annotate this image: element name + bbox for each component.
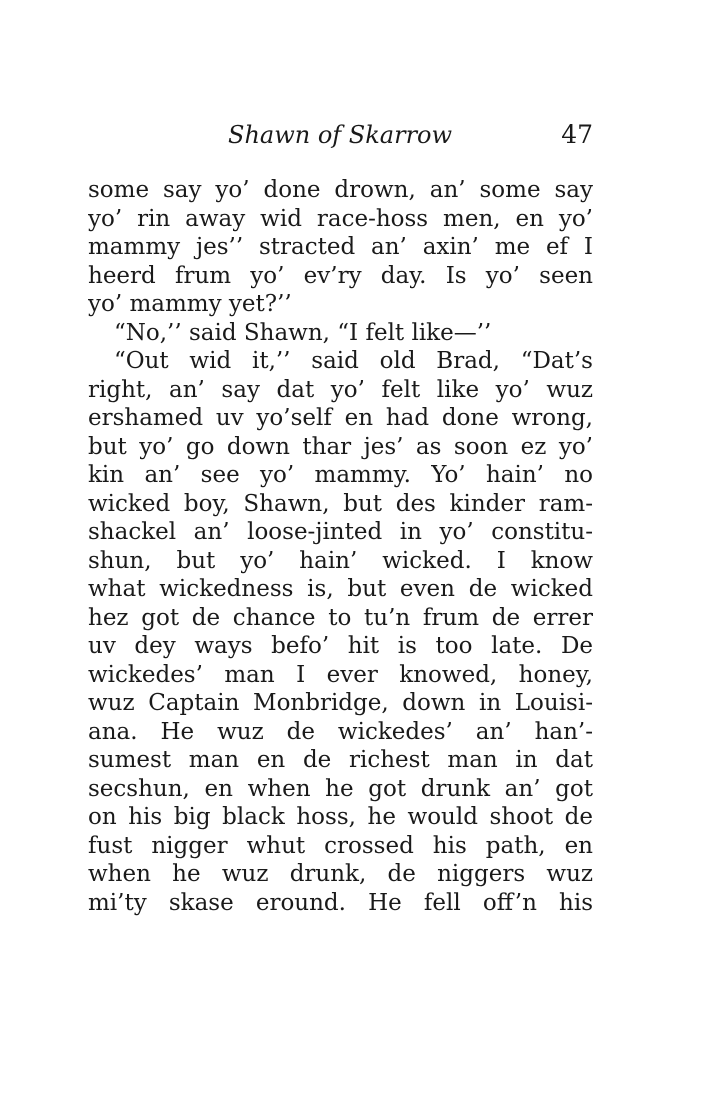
text-line: shun, but yo’ hain’ wicked. I know <box>88 547 593 574</box>
text-line: mi’ty skase eround. He fell off’n his <box>88 889 593 916</box>
text-line: but yo’ go down thar jes’ as soon ez yo’ <box>88 433 593 460</box>
text-line: ana. He wuz de wickedes’ an’ han’- <box>88 718 593 745</box>
text-line: some say yo’ done drown, an’ some say <box>88 177 593 203</box>
text-line: ershamed uv yo’self en had done wrong, <box>88 405 593 431</box>
text-line: heerd frum yo’ ev’ry day. Is yo’ seen <box>88 262 593 289</box>
text-line: “No,’’ said Shawn, “I felt like—’’ <box>114 319 492 346</box>
text-line: kin an’ see yo’ mammy. Yo’ hain’ no <box>88 462 593 488</box>
text-line: when he wuz drunk, de niggers wuz <box>88 861 593 887</box>
text-line: yo’ mammy yet?’’ <box>88 291 292 317</box>
text-line: what wickedness is, but even de wicked <box>88 576 593 602</box>
text-line: mammy jes’’ stracted an’ axin’ me ef I <box>88 234 593 260</box>
text-line: wuz Captain Monbridge, down in Louisi- <box>88 690 593 716</box>
text-line: fust nigger whut crossed his path, en <box>88 832 593 859</box>
body-text <box>88 176 593 917</box>
text-line: wicked boy, Shawn, but des kinder ram- <box>88 490 593 517</box>
running-title: Shawn of Skarrow <box>228 121 453 149</box>
text-line: secshun, en when he got drunk an’ got <box>88 775 593 802</box>
text-line: hez got de chance to tu’n frum de errer <box>88 604 593 631</box>
text-line: shackel an’ loose-jinted in yo’ constitu- <box>88 519 593 545</box>
text-line: right, an’ say dat yo’ felt like yo’ wuz <box>88 376 593 403</box>
page-number: 47 <box>561 120 593 149</box>
text-line: uv dey ways befo’ hit is too late. De <box>88 633 593 659</box>
text-line: on his big black hoss, he would shoot de <box>88 804 593 830</box>
text-line: “Out wid it,’’ said old Brad, “Dat’s <box>114 348 593 374</box>
text-line: wickedes’ man I ever knowed, honey, <box>88 661 593 688</box>
running-header <box>88 118 593 152</box>
text-line: yo’ rin away wid race-hoss men, en yo’ <box>88 205 593 232</box>
text-line: sumest man en de richest man in dat <box>88 747 593 773</box>
